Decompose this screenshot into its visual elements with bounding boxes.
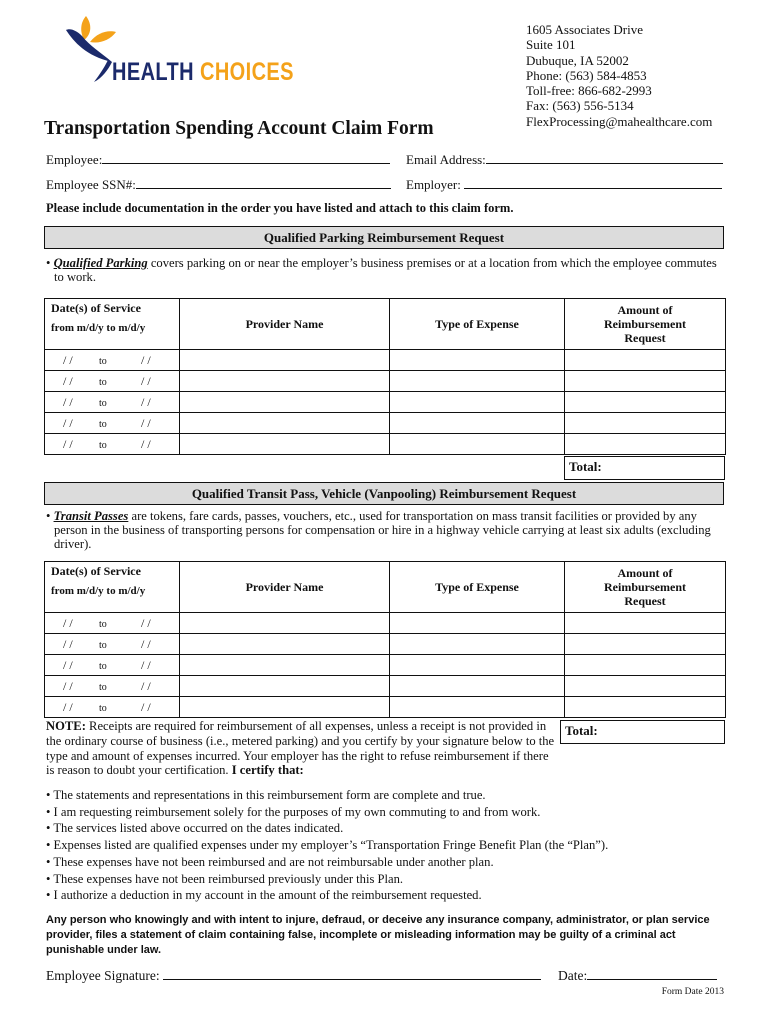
list-item: • The statements and representations in this reimbursement form are complete and true. (46, 788, 486, 802)
note-paragraph (46, 719, 558, 778)
date-input[interactable]: / / to / / (45, 413, 180, 434)
logo-word-health: HEALTH (112, 58, 195, 86)
email-label: Email Address: (406, 152, 486, 167)
transit-total[interactable]: Total: (560, 720, 725, 744)
health-choices-logo-icon (60, 12, 120, 84)
parking-desc: covers parking on or near the employer’s business premises or at a location from which the employee commutes to work. (54, 256, 717, 284)
employer-line[interactable] (464, 177, 722, 189)
transit-table (44, 561, 726, 718)
address-email: FlexProcessing@mahealthcare.com (526, 113, 713, 129)
address-tollfree: Toll-free: 866-682-2993 (526, 83, 652, 99)
date-input[interactable]: / / to / / (45, 655, 180, 676)
form-title: Transportation Spending Account Claim Form (44, 118, 434, 139)
type-input[interactable] (390, 655, 565, 676)
amount-input[interactable] (565, 676, 726, 697)
date-input[interactable]: / / to / / (45, 676, 180, 697)
list-item: • Expenses listed are qualified expenses under my employer’s “Transportation Fringe Benefit Plan (the “Plan”). (46, 838, 609, 853)
signature-field[interactable] (46, 968, 541, 984)
date-input[interactable]: / / to / / (45, 392, 180, 413)
table-row (45, 634, 726, 655)
amount-input[interactable] (565, 434, 726, 455)
table-row (45, 613, 726, 634)
parking-description: • Qualified Parking covers parking on or near the employer’s business premises or at a location from which the employee commutes to work. (46, 256, 717, 284)
provider-header: Provider Name (180, 562, 390, 613)
type-input[interactable] (390, 434, 565, 455)
address-line: Dubuque, IA 52002 (526, 52, 629, 68)
date-label: Date: (558, 968, 588, 983)
amount-input[interactable] (565, 350, 726, 371)
table-row (45, 350, 726, 371)
logo-word-choices: CHOICES (199, 58, 294, 86)
date-header: Date(s) of Service from m/d/y to m/d/y (45, 299, 180, 350)
date-input[interactable]: / / to / / (45, 613, 180, 634)
address-line: Suite 101 (526, 37, 576, 53)
table-row (45, 413, 726, 434)
table-row (45, 676, 726, 697)
ssn-label: Employee SSN#: (46, 177, 136, 192)
list-item: • I authorize a deduction in my account in the amount of the reimbursement requested. (46, 888, 482, 903)
provider-input[interactable] (180, 434, 390, 455)
provider-input[interactable] (180, 350, 390, 371)
provider-input[interactable] (180, 655, 390, 676)
table-row (45, 697, 726, 718)
fraud-warning: Any person who knowingly and with intent to injure, defraud, or deceive any insurance company, administrator, or plan service provider, files a statement of claim containing false, incomplete or misleading information may be guilty of a criminal act punishable under law. (46, 914, 710, 956)
transit-term: Transit Passes (53, 509, 129, 523)
provider-input[interactable] (180, 613, 390, 634)
employee-label: Employee: (46, 152, 103, 167)
address-phone: Phone: (563) 584-4853 (526, 67, 647, 83)
provider-input[interactable] (180, 392, 390, 413)
table-row (45, 392, 726, 413)
certify-label: I certify that: (231, 763, 304, 778)
ssn-field[interactable] (46, 177, 391, 193)
employer-label: Employer: (406, 177, 461, 192)
parking-term: Qualified Parking (53, 256, 148, 270)
type-input[interactable] (390, 413, 565, 434)
date-line[interactable] (587, 968, 717, 980)
table-row (45, 655, 726, 676)
type-input[interactable] (390, 371, 565, 392)
list-item: • I am requesting reimbursement solely for the purposes of my own commuting to and from work. (46, 804, 541, 819)
note-label: NOTE: (46, 719, 86, 733)
type-input[interactable] (390, 613, 565, 634)
amount-input[interactable] (565, 413, 726, 434)
transit-description: • Transit Passes are tokens, fare cards, passes, vouchers, etc., used for transportation on mass transit facilities or provided by any person in the business of transporting persons for compensation or hire in a highway vehicle carrying at least six adults (excluding driver). (46, 509, 711, 551)
certification-list (46, 787, 608, 904)
list-item: • These expenses have not been reimbursed and are not reimbursable under another plan. (46, 854, 494, 869)
type-header: Type of Expense (390, 299, 565, 350)
email-line[interactable] (486, 152, 723, 164)
type-input[interactable] (390, 676, 565, 697)
type-header: Type of Expense (390, 562, 565, 613)
amount-input[interactable] (565, 392, 726, 413)
address-block (526, 22, 712, 129)
amount-input[interactable] (565, 697, 726, 718)
type-input[interactable] (390, 697, 565, 718)
amount-header: Amount of Reimbursement Request (565, 299, 726, 350)
amount-input[interactable] (565, 655, 726, 676)
parking-table (44, 298, 726, 455)
employee-line[interactable] (102, 152, 390, 164)
list-item: • These expenses have not been reimbursed previously under this Plan. (46, 871, 404, 886)
provider-input[interactable] (180, 676, 390, 697)
parking-total[interactable]: Total: (564, 456, 725, 480)
provider-input[interactable] (180, 697, 390, 718)
address-fax: Fax: (563) 556-5134 (526, 98, 634, 114)
provider-header: Provider Name (180, 299, 390, 350)
list-item: • The services listed above occurred on the dates indicated. (46, 821, 344, 836)
signature-line[interactable] (163, 968, 541, 980)
date-input[interactable]: / / to / / (45, 634, 180, 655)
amount-header: Amount of Reimbursement Request (565, 562, 726, 613)
date-input[interactable]: / / to / / (45, 434, 180, 455)
ssn-line[interactable] (136, 177, 391, 189)
type-input[interactable] (390, 392, 565, 413)
email-field[interactable] (406, 152, 723, 168)
date-header: Date(s) of Service from m/d/y to m/d/y (45, 562, 180, 613)
note-text: Receipts are required for reimbursement of all expenses, unless a receipt is not provided in the ordinary course of business (i.e., metered parking) and you certify by your signature below to the type and amount of expenses incurred. Your employer has the right to refuse reimbursement if there is reason to doubt your certification. (46, 719, 555, 778)
form-date: Form Date 2013 (661, 987, 724, 997)
table-row (45, 434, 726, 455)
employer-field[interactable] (406, 177, 722, 193)
type-input[interactable] (390, 634, 565, 655)
provider-input[interactable] (180, 413, 390, 434)
amount-input[interactable] (565, 613, 726, 634)
provider-input[interactable] (180, 371, 390, 392)
amount-input[interactable] (565, 634, 726, 655)
amount-input[interactable] (565, 371, 726, 392)
signature-label: Employee Signature: (46, 968, 160, 983)
date-input[interactable]: / / to / / (45, 371, 180, 392)
instructions: Please include documentation in the order you have listed and attach to this claim form. (46, 201, 514, 215)
parking-section-heading: Qualified Parking Reimbursement Request (44, 226, 724, 249)
date-input[interactable]: / / to / / (45, 697, 180, 718)
logo-wordmark (112, 58, 294, 87)
date-field[interactable] (558, 968, 717, 984)
transit-section-heading: Qualified Transit Pass, Vehicle (Vanpooling) Reimbursement Request (44, 482, 724, 505)
address-line: 1605 Associates Drive (526, 22, 643, 37)
provider-input[interactable] (180, 634, 390, 655)
employee-field[interactable] (46, 152, 390, 168)
date-input[interactable]: / / to / / (45, 350, 180, 371)
transit-desc: are tokens, fare cards, passes, vouchers, etc., used for transportation on mass transit facilities or provided by any person in the business of transporting persons for compensation or hire in a highway vehicle carrying at least six adults (excluding driver). (54, 509, 711, 551)
table-row (45, 371, 726, 392)
type-input[interactable] (390, 350, 565, 371)
